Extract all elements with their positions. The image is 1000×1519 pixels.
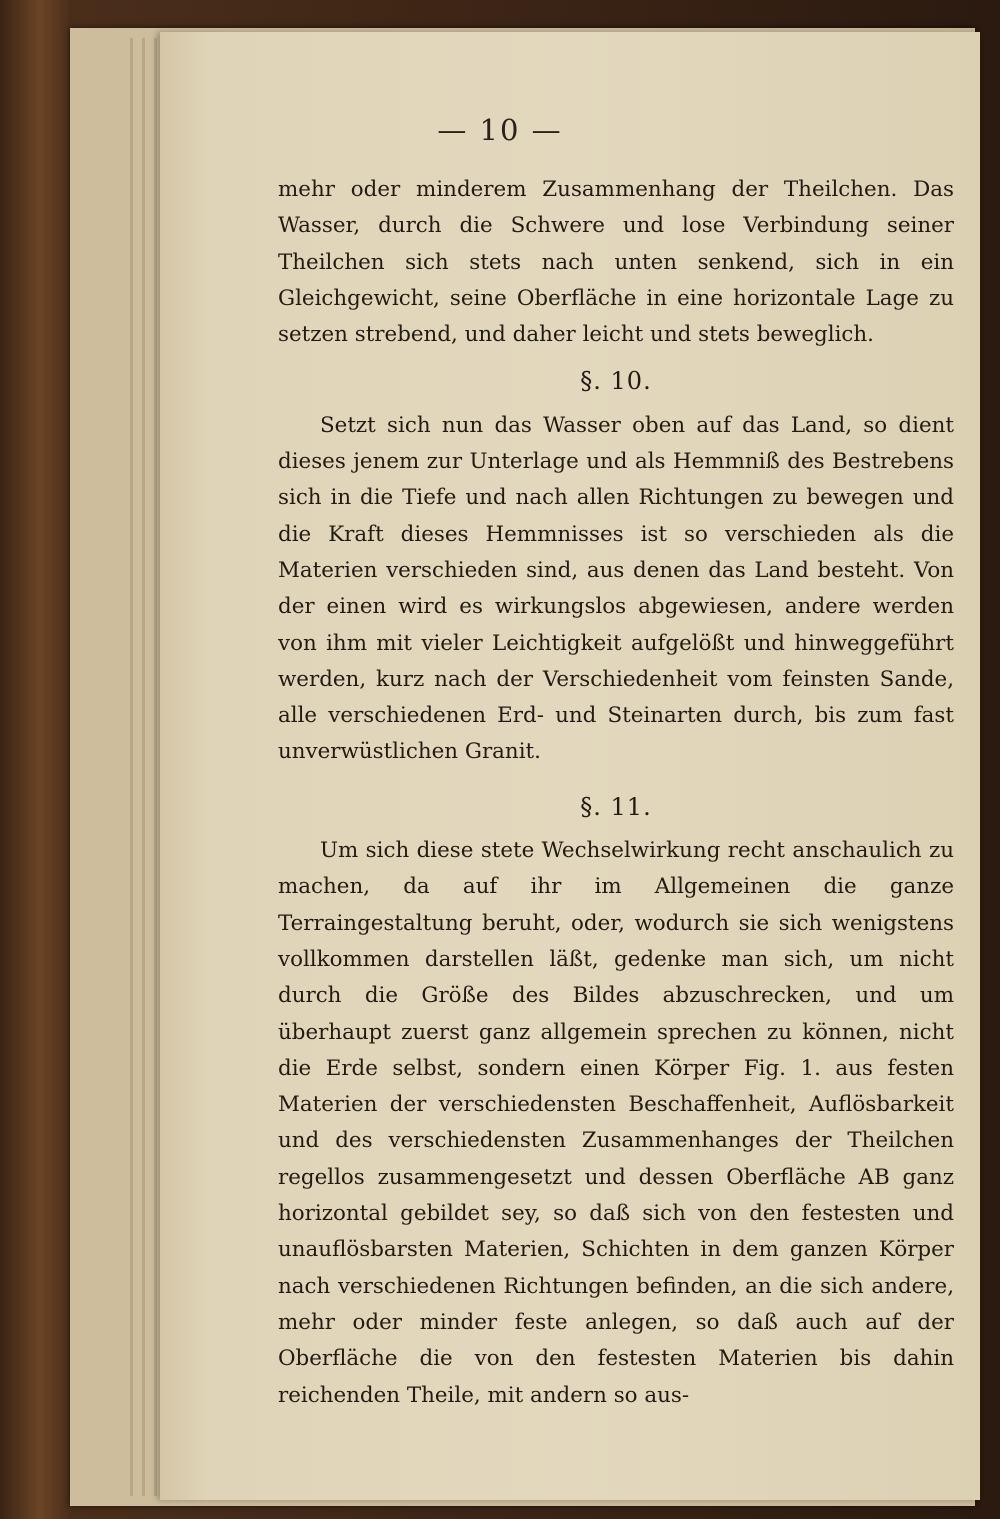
page-edge [142,38,145,1496]
section-text-10: Setzt sich nun das Wasser oben auf das Land, so dient dieses jenem zur Unterlage und als Hemmniß des Bestrebens sich in die Tiefe und nach allen Richtungen zu bewegen und die Kraft dieses Hemmnisses ist so verschieden als die Materien verschieden sind, aus denen das Land besteht. Von der einen wird es wirkungslos abgewiesen, andere werden von ihm mit vieler Leichtigkeit aufgelößt und hinweggeführt werden, kurz nach der Verschiedenheit vom feinsten Sande, alle verschiedenen Erd- und Steinarten durch, bis zum fast unverwüstlichen Granit. [278,412,954,765]
page-edge [154,38,157,1496]
page-number: — 10 — [437,113,563,147]
section-text-11: Um sich diese stete Wechselwirkung recht anschaulich zu machen, da auf ihr im Allgemeinen die ganze Terraingestaltung beruht, oder, wodurch sie sich wenigstens vollkommen darstellen läßt, gedenke man sich, um nicht durch die Größe des Bildes abzuschrecken, und um überhaupt zuerst ganz allgemein sprechen zu können, nicht die Erde selbst, sondern einen Körper Fig. 1. aus festen Materien der verschiedensten Beschaffenheit, Auflösbarkeit und des verschiedensten Zusammenhanges der Theilchen regellos zusammengesetzt und dessen Oberfläche AB ganz horizontal gebildet sey, so daß sich von den festesten und unauflösbarsten Materien, Schichten in dem ganzen Körper nach verschiedenen Richtungen befinden, an die sich andere, mehr oder minder feste anlegen, so daß auch auf der Oberfläche die von den festesten Materien bis dahin reichenden Theile, mit andern so aus- [278,838,954,1408]
paragraph-continued: mehr oder minderem Zusammenhang der Theilchen. Das Wasser, durch die Schwere und lose Verbindung seiner Theilchen sich stets nach unten senkend, sich in ein Gleichgewicht, seine Oberfläche in eine horizontale Lage zu setzen strebend, und daher leicht und stets beweglich. [278,177,954,348]
section-heading-11: §. 11. [580,792,652,821]
page-body [278,172,954,1414]
section-heading-10: §. 10. [580,367,652,396]
page-edge [130,38,133,1496]
